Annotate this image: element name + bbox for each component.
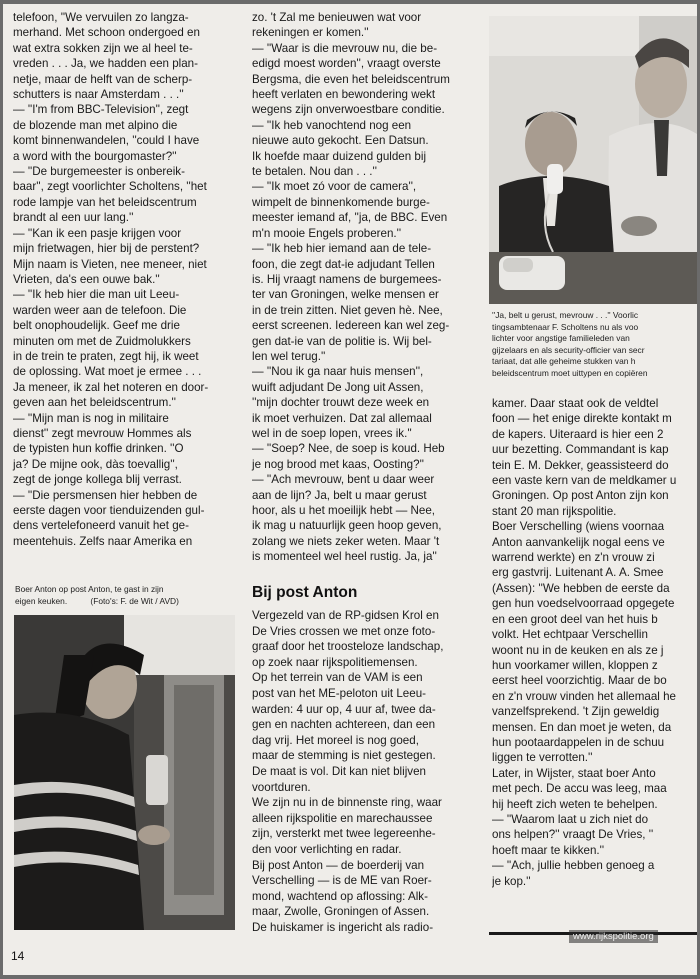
text-line: Boer Anton op post Anton, te gast in zijn	[15, 584, 164, 594]
text-line: Groningen. Op post Anton zijn kon	[492, 489, 669, 503]
text-line: gen en nachten achtereen, dan een	[252, 718, 436, 732]
text-line: ja? De mijne ook, dàs toevallig'',	[13, 457, 178, 471]
text-line: Ik hoefde maar duizend gulden bij	[252, 149, 427, 163]
text-line: erg gastvrij. Luitenant A. A. Smee	[492, 566, 664, 580]
text-line: telefoon, ''We vervuilen zo langza-	[13, 11, 189, 24]
text-line: foon, die zegt dat-ie adjudant Tellen	[252, 257, 435, 271]
text-line: — ''Ik heb vanochtend nog een	[252, 118, 412, 132]
text-line: stant 20 man rijkspolitie.	[492, 504, 617, 518]
text-line: geven aan het beleidscentrum.''	[13, 396, 176, 410]
photo-boer-anton	[14, 615, 235, 930]
text-line: — ''Ik moet zó voor de camera'',	[252, 180, 417, 194]
text-line: een vaste kern van de meldkamer u	[492, 474, 677, 488]
text-line: eerste dagen voor tienduizenden gul-	[13, 504, 205, 517]
text-line: Anton aanvankelijk nogal eens ve	[492, 535, 665, 549]
text-line: hoor, als u het moeilijk hebt — Nee,	[252, 504, 436, 517]
text-line: ter van Groningen, welke mensen er	[252, 288, 439, 302]
text-line: voortduren.	[252, 780, 311, 794]
text-line: Op het terrein van de VAM is een	[252, 671, 423, 685]
text-line: — ''Die persmensen hier hebben de	[13, 488, 198, 502]
text-line: vanzelfsprekend. 't Zijn geweldig	[492, 705, 660, 719]
photo-kitchen-scene	[14, 615, 235, 930]
text-line: — ''Waarom laat u zich niet do	[492, 812, 649, 826]
text-line: — ''De burgemeester is onbereik-	[13, 165, 185, 179]
text-line: — ''Ach, jullie hebben genoeg a	[492, 859, 655, 873]
text-line: ons helpen?'' vraagt De Vries, ''	[492, 828, 654, 842]
article-column-2-continued	[252, 608, 478, 935]
text-line: minuten om met de Zuidmolukkers	[13, 334, 191, 348]
text-line: maar de stemming is niet gestegen.	[252, 749, 436, 763]
text-line: — ''Ik heb hier iemand aan de tele-	[252, 242, 432, 256]
text-line: a word with the bourgomaster?''	[13, 149, 177, 163]
text-line: de oplossing. Wat moet je ermee . . .	[13, 365, 202, 379]
text-line: hij heeft zich weten te behelpen.	[492, 797, 658, 811]
text-line: — ''Ik heb hier die man uit Leeu-	[13, 288, 180, 302]
text-line: rekeningen er komen.''	[252, 26, 369, 40]
text-line: beleidscentrum moet uittypen en copiëren	[492, 367, 648, 378]
text-line: op zoek naar rijkspolitiemensen.	[252, 655, 418, 669]
text-line: We zijn nu in de binnenste ring, waar	[252, 796, 442, 810]
photo-caption-left	[15, 584, 241, 607]
text-line: maar, Zwolle, Groningen of Assen.	[252, 905, 430, 919]
text-line: eigen keuken. (Foto's: F. de Wit / AVD)	[15, 595, 179, 606]
text-line: en een groot deel van het huis b	[492, 612, 658, 626]
text-line: tein E. M. Dekker, geassisteerd do	[492, 458, 669, 472]
text-line: zo. 't Zal me benieuwen wat voor	[252, 11, 422, 24]
text-line: te betalen. Nou dan . . .''	[252, 165, 377, 179]
text-line: Vrieten, da's een ouwe bak.''	[13, 272, 160, 286]
text-line: zegt de jonge kollega blij verrast.	[13, 473, 182, 487]
photo-caption-right	[492, 310, 697, 380]
text-line: lichter voor angstige familieleden van	[492, 333, 630, 344]
text-line: netje, maar de helft van de scherp-	[13, 72, 193, 86]
text-line: merhand. Met schoon ondergoed en	[13, 26, 200, 40]
text-line: Mijn naam is Vieten, nee meneer, niet	[13, 257, 207, 271]
text-line: Verschelling — is de ME van Roer-	[252, 874, 432, 888]
text-line: m'n mooie Engels proberen.''	[252, 226, 402, 240]
text-line: (Assen): ''We hebben de eerste da	[492, 581, 670, 595]
text-line: post van het ME-peloton uit Leeu-	[252, 686, 427, 700]
text-line: wuift adjudant De Jong uit Assen,	[252, 380, 424, 394]
text-line: schutters is naar Amsterdam . . .''	[13, 88, 184, 102]
text-line: brandt al een uur lang.''	[13, 211, 134, 225]
text-line: hun pootaardappelen in de schuu	[492, 735, 665, 749]
text-line: len wel terug.''	[252, 349, 326, 363]
text-line: ''Ja, belt u gerust, mevrouw . . .'' Voorlic	[492, 310, 639, 320]
text-line: — ''Kan ik een pasje krijgen voor	[13, 226, 182, 240]
text-line: dag vrij. Het moreel is nog goed,	[252, 733, 419, 747]
text-line: mijn frietwagen, hier bij de perstent?	[13, 242, 200, 256]
text-line: edigd moest worden'', vraagt overste	[252, 57, 441, 71]
text-line: — ''I'm from BBC-Television'', zegt	[13, 103, 189, 117]
text-line: Ja meneer, ik zal het noteren en door-	[13, 380, 209, 394]
text-line: den voor verlichting en radar.	[252, 842, 402, 856]
page-number: 14	[11, 949, 25, 963]
text-line: volkt. Het echtpaar Verschellin	[492, 628, 648, 642]
text-line: — ''Ach mevrouw, bent u daar weer	[252, 473, 435, 487]
text-line: uur bezetting. Commandant is kap	[492, 443, 669, 457]
text-line: ''mijn dochter trouwt deze week en	[252, 396, 430, 410]
text-line: warden: 4 uur op, 4 uur af, twee da-	[252, 702, 436, 716]
text-line: woont nu in de keuken en als ze j	[492, 643, 664, 657]
text-line: de kapers. Uiteraard is hier een 2	[492, 427, 664, 441]
text-line: is. Hij vraagt namens de burgemees-	[252, 272, 442, 286]
text-line: je kop.''	[492, 874, 531, 888]
text-line: graaf door het troosteloze landschap,	[252, 640, 444, 654]
text-line: De huiskamer is ingericht als radio-	[252, 920, 434, 934]
text-line: — ''Mijn man is nog in militaire	[13, 411, 169, 425]
text-line: is momenteel wel heel rustig. Ja, ja''	[252, 550, 437, 564]
text-line: aan de lijn? Ja, belt u maar gerust	[252, 488, 427, 502]
text-line: mensen. En dan moet je weten, da	[492, 720, 672, 734]
text-line: Bergsma, die even het beleidscentrum	[252, 72, 450, 86]
section-heading: Bij post Anton	[252, 584, 358, 601]
text-line: liggen te verrotten.''	[492, 751, 593, 765]
text-line: zolang we niets zeker weten. Maar 't	[252, 534, 440, 548]
text-line: gijzelaars en als security-officier van secr	[492, 344, 645, 355]
text-line: met pech. De accu was leeg, maa	[492, 782, 667, 796]
text-line: Vergezeld van de RP-gidsen Krol en	[252, 609, 439, 622]
text-line: warden weer aan de telefoon. Die	[13, 303, 187, 317]
magazine-page	[3, 4, 697, 975]
text-line: ik moet verhuizen. Dat zal allemaal	[252, 411, 432, 425]
text-line: hun voorkamer willen, kloppen z	[492, 658, 658, 672]
text-line: nieuwe auto gekocht. Een Datsun.	[252, 134, 429, 148]
text-line: De Vries crossen we met onze foto-	[252, 624, 436, 638]
text-line: wat extra sokken zijn we al heel te-	[13, 41, 193, 55]
text-line: dienst'' zegt mevrouw Hommes als	[13, 426, 192, 440]
text-line: zijn, versterkt met twee legereenhe-	[252, 827, 436, 841]
text-line: heeft verlaten en bewondering wekt	[252, 88, 436, 102]
photo-man-on-phone	[489, 16, 697, 304]
text-line: — ''Nou ik ga naar huis mensen'',	[252, 365, 424, 379]
text-line: meester iemand af, ''ja, de BBC. Even	[252, 211, 448, 225]
photo-telephone-scene	[489, 16, 697, 304]
text-line: vreden . . . Ja, we hadden een plan-	[13, 57, 198, 71]
text-line: gen dat-ie van de politie is. Wij bel-	[252, 334, 432, 348]
text-line: mond, wachtend op aflossing: Alk-	[252, 889, 428, 903]
text-line: wegens zijn onverwoestbare conditie.	[252, 103, 445, 117]
text-line: tingsambtenaar F. Scholtens nu als voo	[492, 321, 639, 332]
text-line: Bij post Anton — de boerderij van	[252, 858, 425, 872]
text-line: de blozende man met alpino die	[13, 118, 178, 132]
text-line: warrend werkte) en z'n vrouw zi	[492, 551, 655, 565]
text-line: kamer. Daar staat ook de veldtel	[492, 397, 659, 410]
text-line: rode lampje van het beleidscentrum	[13, 195, 197, 209]
text-line: de typisten hun koffie drinken. ''O	[13, 442, 184, 456]
text-line: wimpelt de binnenkomende burge-	[252, 195, 430, 209]
article-column-3	[492, 396, 697, 889]
text-line: wel in de soep lopen, vrees ik.''	[252, 426, 412, 440]
text-line: en z'n vrouw vinden het allemaal he	[492, 689, 676, 703]
text-line: baar'', zegt voorlichter Scholtens, ''het	[13, 180, 207, 194]
text-line: De maat is vol. Dit kan niet blijven	[252, 764, 426, 778]
text-line: foon — het enige direkte kontakt m	[492, 412, 672, 426]
text-line: belt onophoudelijk. Geef me drie	[13, 319, 180, 333]
text-line: Boer Verschelling (wiens voornaa	[492, 520, 665, 534]
text-line: in de trein te praten, zegt hij, ik weet	[13, 349, 199, 363]
text-line: tariaat, dat alle geheime stukken van h	[492, 356, 636, 367]
text-line: meentehuis. Zelfs naar Amerika en	[13, 534, 193, 548]
text-line: hoeft maar te kikken.''	[492, 843, 605, 857]
text-line: komt binnenwandelen, ''could I have	[13, 134, 200, 148]
text-line: dens vertelefoneerd vanuit het ge-	[13, 519, 189, 533]
article-column-2	[252, 10, 478, 565]
text-line: eerst heel voorzichtig. Maar de bo	[492, 674, 667, 688]
text-line: gen hun voedselvoorraad opgegete	[492, 597, 675, 611]
article-column-1	[13, 10, 239, 549]
text-line: eerst screenen. Iedereen kan wel zeg-	[252, 319, 450, 333]
text-line: Later, in Wijster, staat boer Anto	[492, 766, 656, 780]
text-line: — ''Waar is die mevrouw nu, die be-	[252, 41, 438, 55]
text-line: in de trein zitten. Niet geven hè. Nee,	[252, 303, 443, 317]
text-line: ik mag u natuurlijk geen hoop geven,	[252, 519, 442, 533]
text-line: je nog brood met kaas, Oosting?''	[252, 457, 424, 471]
watermark: www.rijkspolitie.org	[569, 930, 658, 943]
text-line: alleen rijkspolitie en marechaussee	[252, 811, 433, 825]
text-line: — ''Soep? Nee, de soep is koud. Heb	[252, 442, 445, 456]
